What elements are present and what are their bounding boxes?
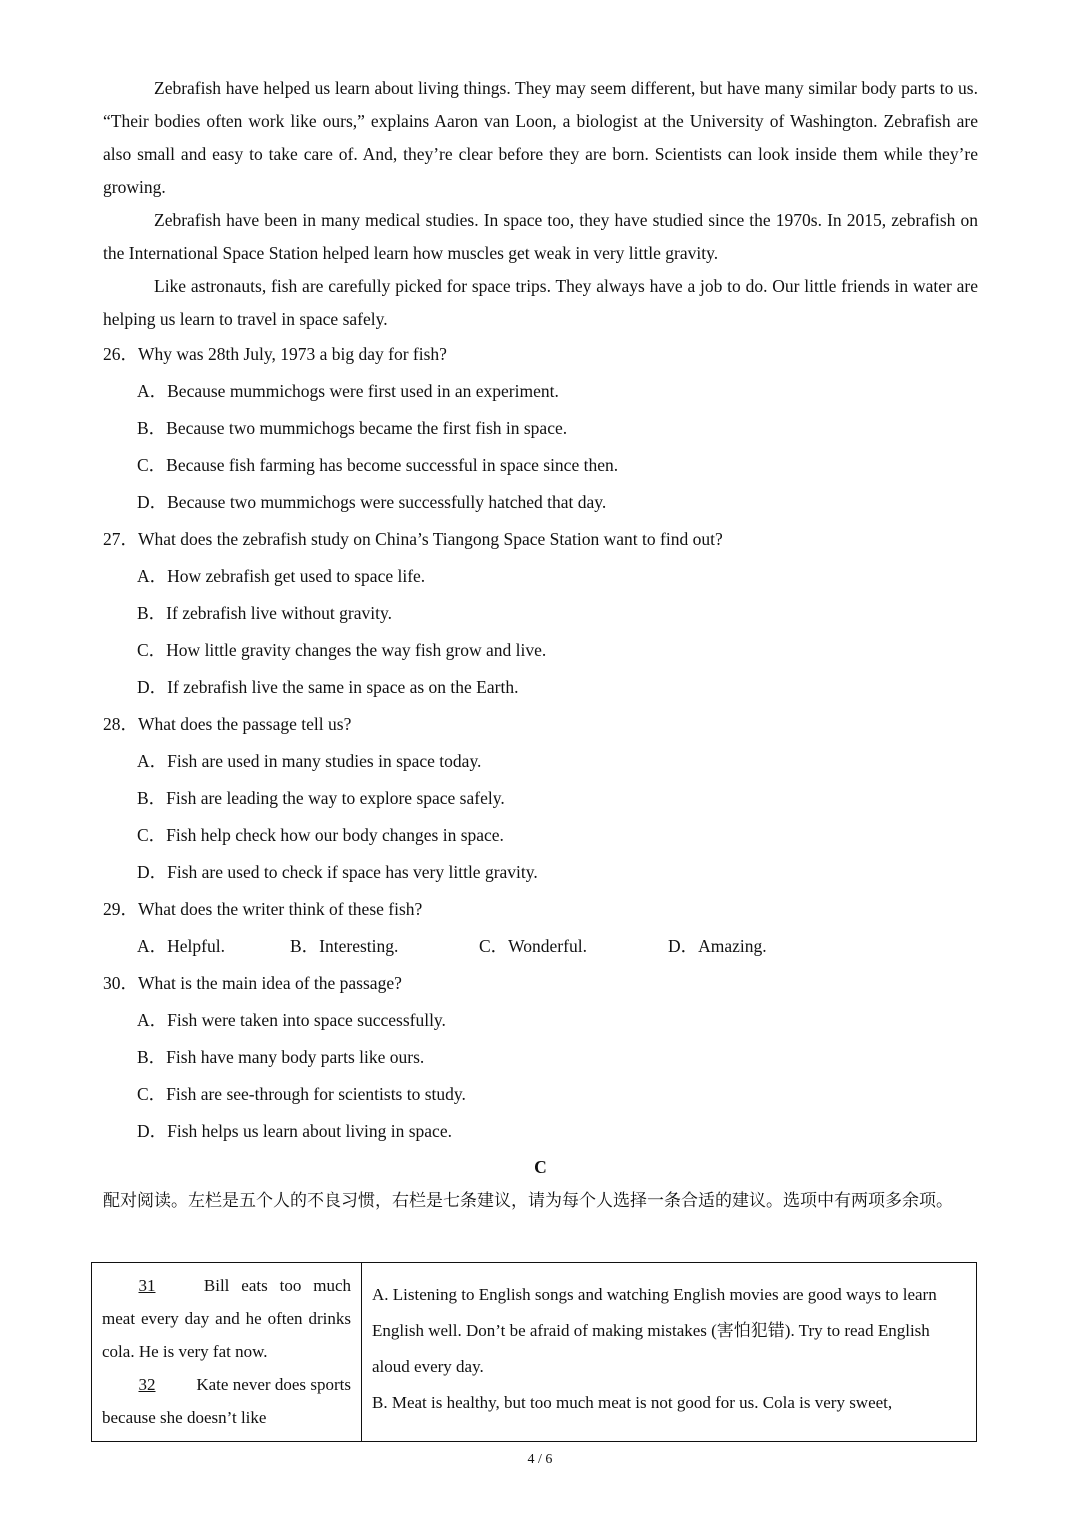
habits-column: [92, 1263, 362, 1441]
advice-column: [362, 1263, 976, 1441]
option-d: D．Fish helps us learn about living in space.: [137, 1121, 452, 1141]
question-number: 29．: [103, 899, 138, 919]
exam-page: [103, 72, 978, 1218]
question-number: 27．: [103, 529, 138, 549]
option-c: C．Wonderful.: [479, 936, 587, 956]
question-27: [103, 521, 978, 706]
question-text: What does the writer think of these fish?: [138, 899, 423, 919]
answer-blank[interactable]: 32: [138, 1375, 156, 1394]
passage-paragraph-2: Zebrafish have been in many medical studies. In space too, they have studied since the 1970s. In 2015, zebrafish on the International Space Station helped learn how muscles get weak in very little gravity.: [103, 210, 978, 263]
habit-item: [102, 1368, 351, 1434]
option-c: C．Fish help check how our body changes in space.: [137, 825, 504, 845]
option-a: A．Because mummichogs were first used in an experiment.: [137, 381, 559, 401]
answer-blank[interactable]: 31: [138, 1276, 156, 1295]
habit-text: Bill eats too much meat every day and he often drinks cola. He is very fat now.: [102, 1276, 351, 1361]
question-text: Why was 28th July, 1973 a big day for fish?: [138, 344, 447, 364]
question-26: [103, 336, 978, 521]
section-c-instruction: 配对阅读。左栏是五个人的不良习惯，右栏是七条建议，请为每个人选择一条合适的建议。选项中有两项多余项。: [103, 1191, 953, 1211]
question-text: What is the main idea of the passage?: [138, 973, 402, 993]
option-d: D．Fish are used to check if space has very little gravity.: [137, 862, 538, 882]
advice-item: A. Listening to English songs and watching English movies are good ways to learn English well. Don’t be afraid of making mistakes (害怕犯错). Try to read English aloud every day.: [372, 1285, 937, 1376]
option-d: D．Amazing.: [668, 936, 767, 956]
option-a: A．Fish were taken into space successfully.: [137, 1010, 446, 1030]
question-28: [103, 706, 978, 891]
question-text: What does the zebrafish study on China’s Tiangong Space Station want to find out?: [138, 529, 723, 549]
page-number: 4 / 6: [527, 1452, 553, 1467]
section-c-title: C: [534, 1157, 547, 1177]
option-c: C．How little gravity changes the way fish grow and live.: [137, 640, 547, 660]
options-row: [137, 928, 978, 965]
advice-item: B. Meat is healthy, but too much meat is not good for us. Cola is very sweet,: [372, 1393, 893, 1412]
question-number: 30．: [103, 973, 138, 993]
option-c: C．Because fish farming has become successful in space since then.: [137, 455, 619, 475]
matching-table: [91, 1262, 977, 1442]
passage-paragraph-1: Zebrafish have helped us learn about living things. They may seem different, but have many similar body parts to us. “Their bodies often work like ours,” explains Aaron van Loon, a biologist at the University of Washington. Zebrafish are also small and easy to take care of. And, they’re clear before they are born. Scientists can look inside them while they’re growing.: [103, 78, 978, 197]
option-a: A．How zebrafish get used to space life.: [137, 566, 426, 586]
option-b: B．Fish have many body parts like ours.: [137, 1047, 425, 1067]
question-29: [103, 891, 978, 965]
question-30: [103, 965, 978, 1150]
option-d: D．Because two mummichogs were successfully hatched that day.: [137, 492, 607, 512]
passage-paragraph-3: Like astronauts, fish are carefully picked for space trips. They always have a job to do. Our little friends in water are helping us learn to travel in space safely.: [103, 276, 978, 329]
option-c: C．Fish are see-through for scientists to study.: [137, 1084, 466, 1104]
option-a: A．Fish are used in many studies in space today.: [137, 751, 482, 771]
option-b: B．If zebrafish live without gravity.: [137, 603, 392, 623]
option-b: B．Because two mummichogs became the first fish in space.: [137, 418, 568, 438]
option-b: B．Interesting.: [290, 936, 399, 956]
option-b: B．Fish are leading the way to explore space safely.: [137, 788, 505, 808]
habit-item: [102, 1269, 351, 1368]
question-number: 28．: [103, 714, 138, 734]
question-text: What does the passage tell us?: [138, 714, 352, 734]
habit-text: Kate never does sports because she doesn’t like: [102, 1375, 351, 1427]
option-a: A．Helpful.: [137, 936, 225, 956]
question-number: 26．: [103, 344, 138, 364]
option-d: D．If zebrafish live the same in space as on the Earth.: [137, 677, 519, 697]
